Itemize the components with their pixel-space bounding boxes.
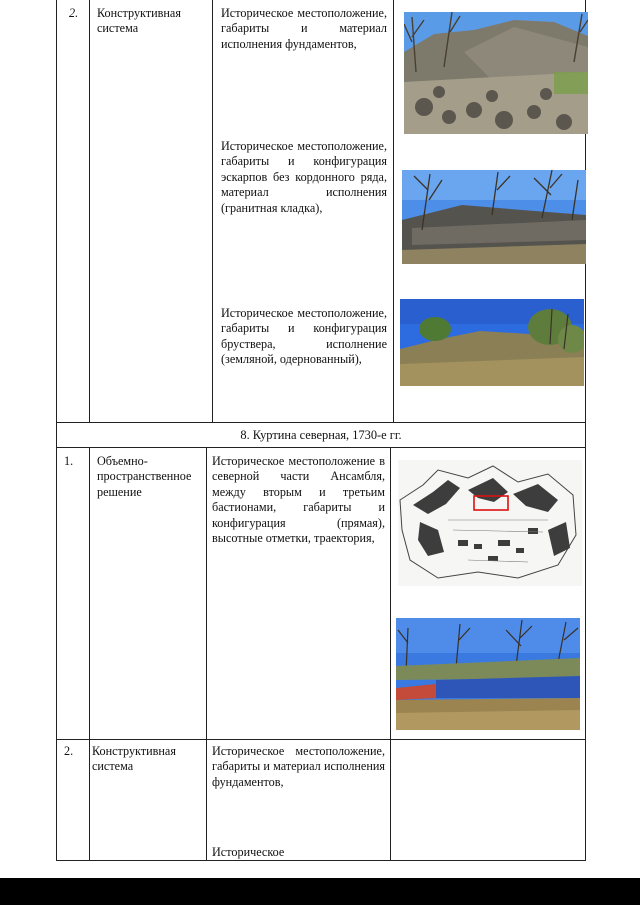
element-name: Конструктивная система bbox=[97, 6, 181, 36]
row-number: 1. bbox=[64, 454, 74, 468]
column-divider bbox=[390, 447, 391, 860]
photo-parapet bbox=[400, 299, 584, 386]
photo-curtain-wall bbox=[396, 618, 580, 730]
photo-escarp bbox=[402, 170, 586, 264]
description-text: Историческое местоположение в северной части Ансамбля, между вторым и третьим бастионами, габариты и конфигурация (прямая), высотные отметки, траектория, bbox=[212, 454, 385, 546]
element-name: Конструктивная система bbox=[92, 744, 176, 774]
row-number: 2. bbox=[64, 744, 74, 758]
description-text: Историческое bbox=[212, 845, 285, 859]
column-divider bbox=[212, 0, 213, 422]
description-text: Историческое местоположение, габариты и материал исполнения фундаментов, bbox=[212, 744, 385, 789]
section-heading: 8. Куртина северная, 1730-е гг. bbox=[240, 428, 402, 442]
column-divider bbox=[206, 447, 207, 860]
scan-border bbox=[0, 878, 640, 905]
photo-foundation bbox=[404, 12, 588, 134]
description-text: Историческое местоположение, габариты и материал исполнения фундаментов, bbox=[221, 6, 387, 51]
column-divider bbox=[89, 447, 90, 860]
row-separator bbox=[56, 422, 586, 423]
description-text: Историческое местоположение, габариты и конфигурация эскарпов без кордонного ряда, материал исполнения (гранитная кладка), bbox=[221, 139, 387, 215]
element-name: Объемно-пространственное решение bbox=[97, 454, 192, 499]
column-divider bbox=[393, 0, 394, 422]
row-separator bbox=[56, 739, 586, 740]
column-divider bbox=[89, 0, 90, 422]
row-number: 2. bbox=[69, 6, 79, 20]
row-separator bbox=[56, 447, 586, 448]
fortress-plan-drawing bbox=[398, 460, 582, 586]
description-text: Историческое местоположение, габариты и конфигурация бруствера, исполнение (земляной, одернованный), bbox=[221, 306, 387, 367]
